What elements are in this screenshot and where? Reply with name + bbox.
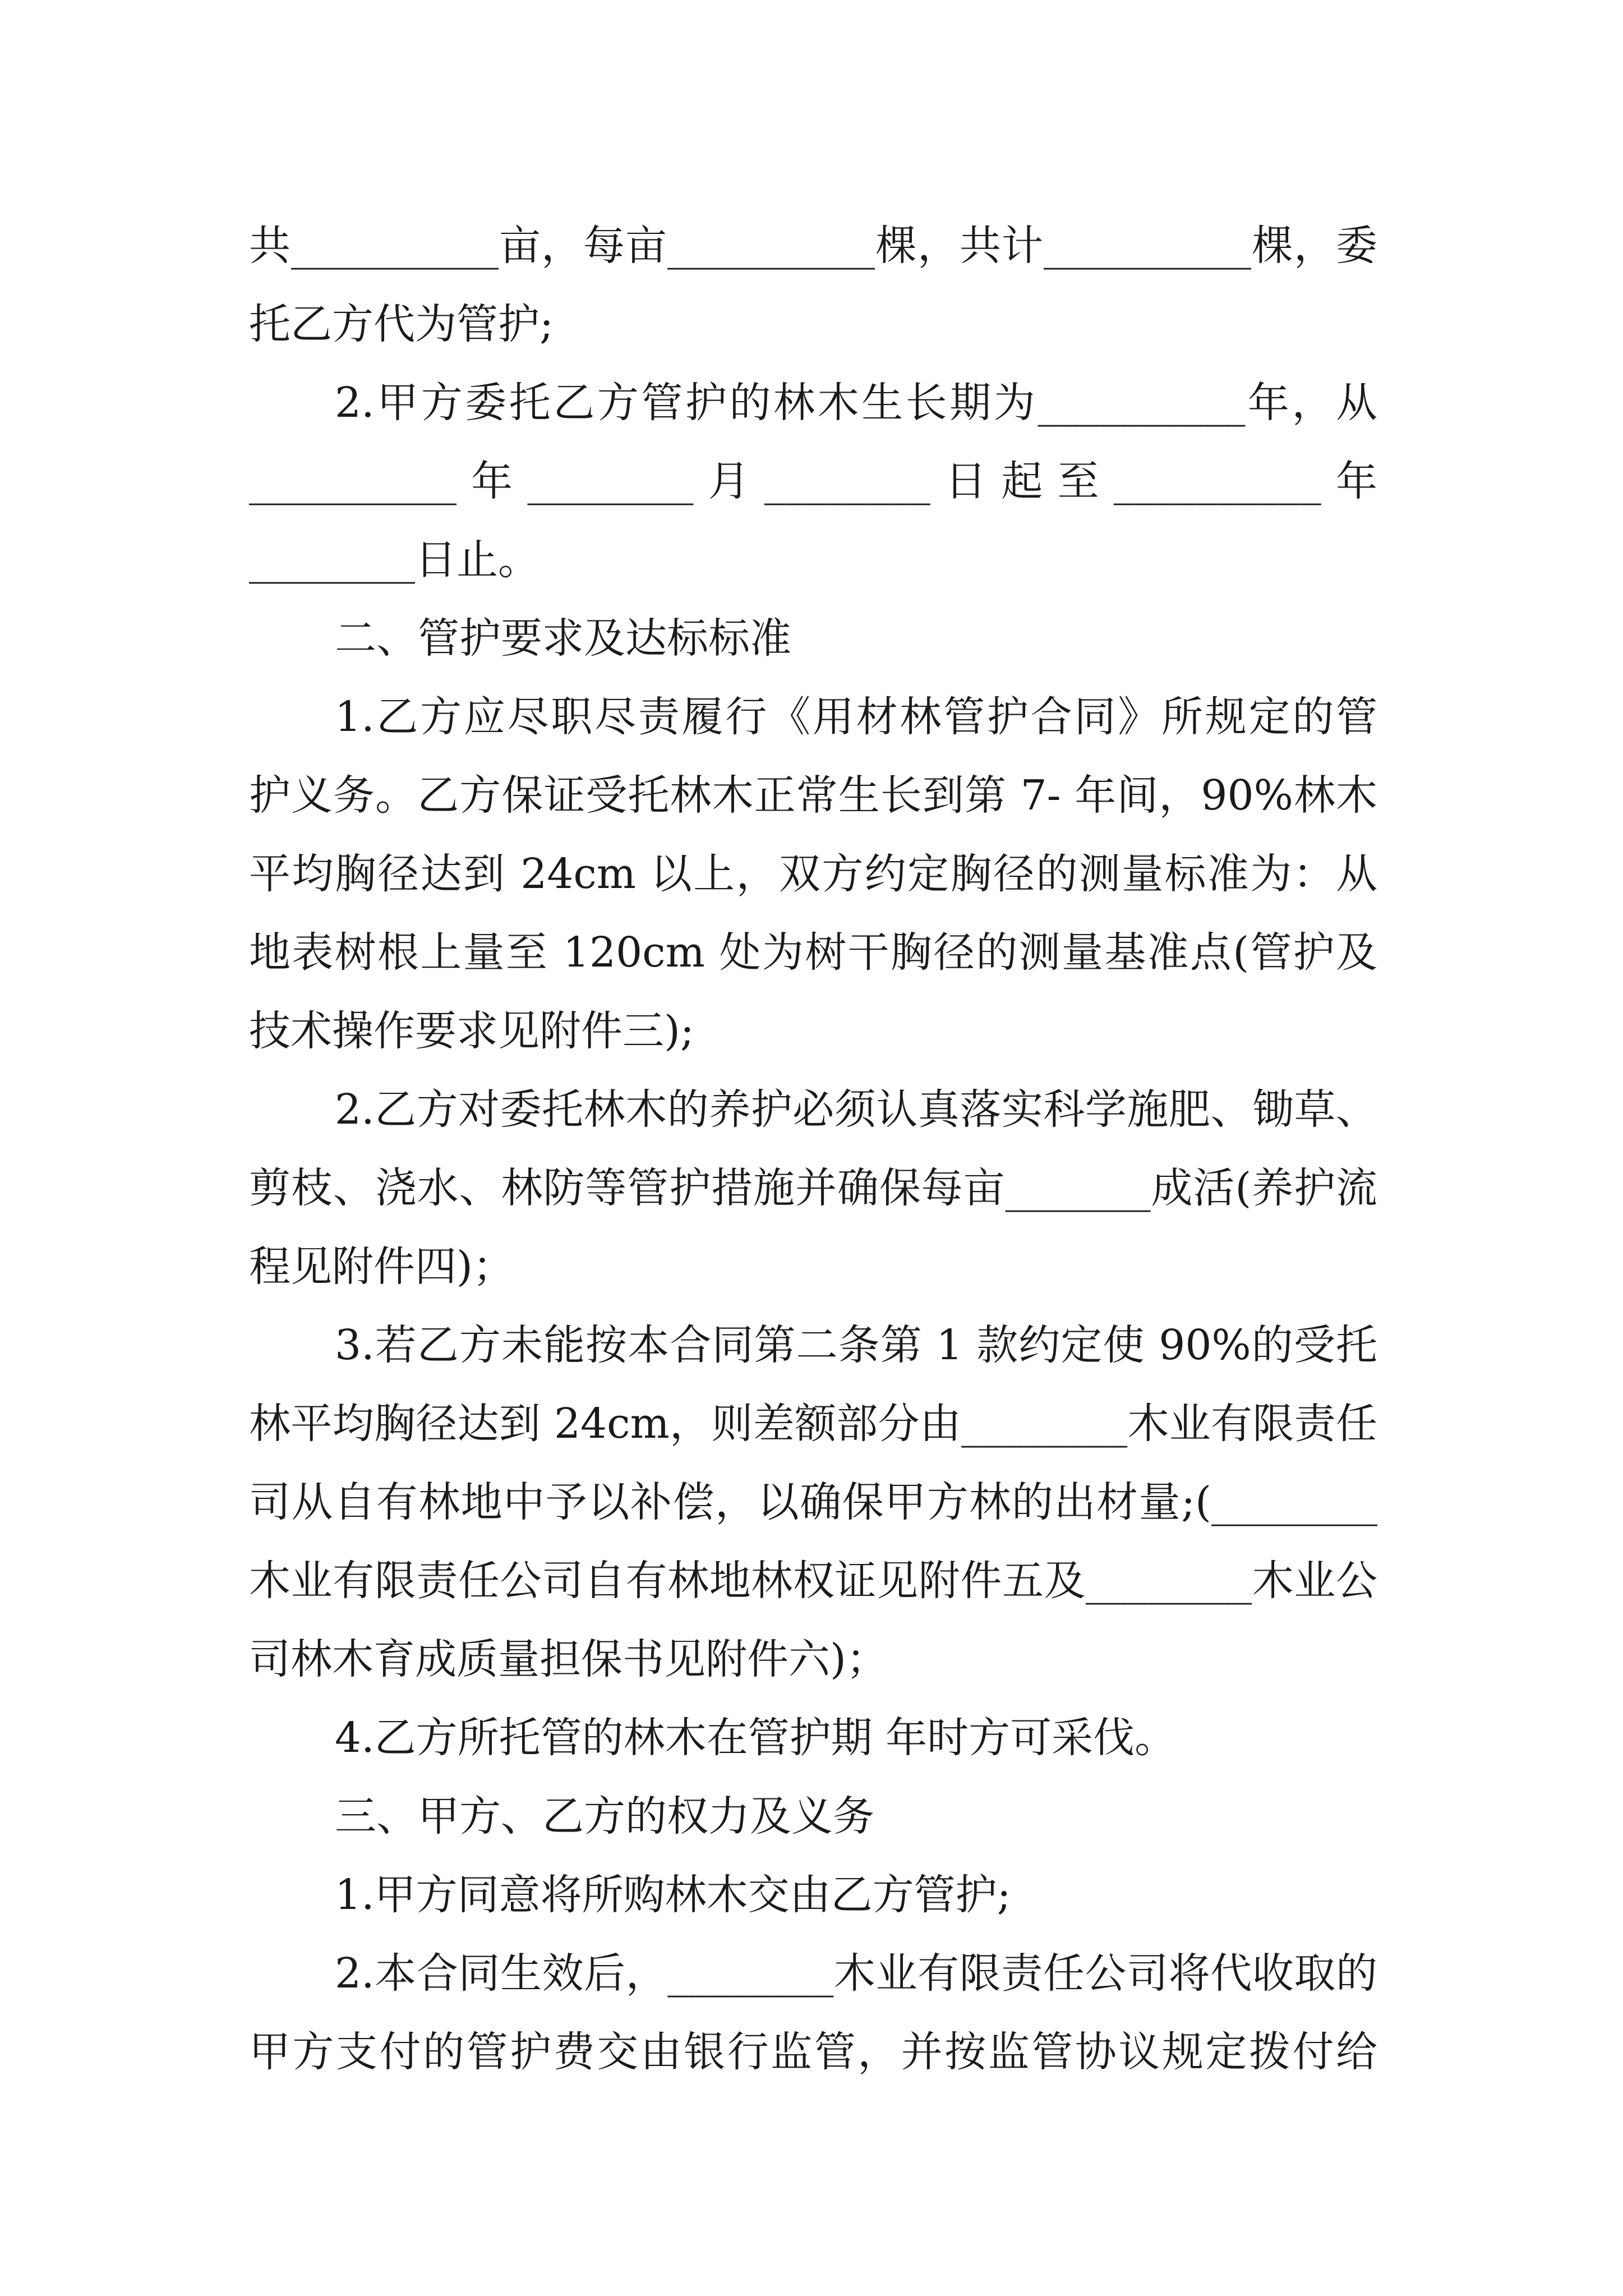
paragraph-line: 技术操作要求见附件三); [249, 1007, 694, 1055]
paragraph-line: 地表树根上量至 120cm 处为树干胸径的测量基准点(管护及 [249, 928, 1377, 977]
paragraph-line: 木业有限责任公司自有林地林权证见附件五及________木业公 [249, 1557, 1377, 1605]
paragraph-line: 2.乙方对委托林木的养护必须认真落实科学施肥、锄草、 [335, 1085, 1377, 1134]
paragraph-line: 共__________亩，每亩__________棵，共计__________棵，委 [249, 222, 1377, 270]
paragraph-line: ________日止。 [249, 536, 540, 584]
paragraph-line: 护义务。乙方保证受托林木正常生长到第 7- 年间，90%林木 [249, 771, 1377, 820]
paragraph-line: 2.甲方委托乙方管护的林木生长期为__________年，从 [335, 379, 1377, 427]
paragraph-line: 甲方支付的管护费交由银行监管，并按监管协议规定拨付给 [249, 2028, 1377, 2076]
paragraph-line: 平均胸径达到 24cm 以上，双方约定胸径的测量标准为：从 [249, 850, 1377, 898]
paragraph-line: 2.本合同生效后，________木业有限责任公司将代收取的 [335, 1949, 1377, 1998]
paragraph-line: 3.若乙方未能按本合同第二条第 1 款约定使 90%的受托 [335, 1321, 1377, 1369]
section-heading: 三、甲方、乙方的权力及义务 [335, 1792, 874, 1841]
paragraph-line: 剪枝、浇水、林防等管护措施并确保每亩_______成活(养护流 [249, 1164, 1377, 1212]
paragraph-line: 司从自有林地中予以补偿，以确保甲方林的出材量;(________ [249, 1478, 1377, 1526]
paragraph-line: __________年________月________日起至__________年 [249, 457, 1377, 505]
paragraph-line: 林平均胸径达到 24cm，则差额部分由________木业有限责任 [249, 1400, 1377, 1448]
paragraph-line: 程见附件四)； [249, 1243, 514, 1291]
paragraph-line: 4.乙方所托管的林木在管护期 年时方可采伐。 [335, 1714, 1177, 1762]
paragraph-line: 司林木育成质量担保书见附件六)； [249, 1635, 888, 1683]
paragraph-line: 1.乙方应尽职尽责履行《用材林管护合同》所规定的管 [335, 693, 1377, 741]
section-heading: 二、管护要求及达标标准 [335, 614, 791, 662]
paragraph-line: 托乙方代为管护; [249, 300, 554, 348]
paragraph-line: 1.甲方同意将所购林木交由乙方管护; [335, 1871, 1011, 1919]
